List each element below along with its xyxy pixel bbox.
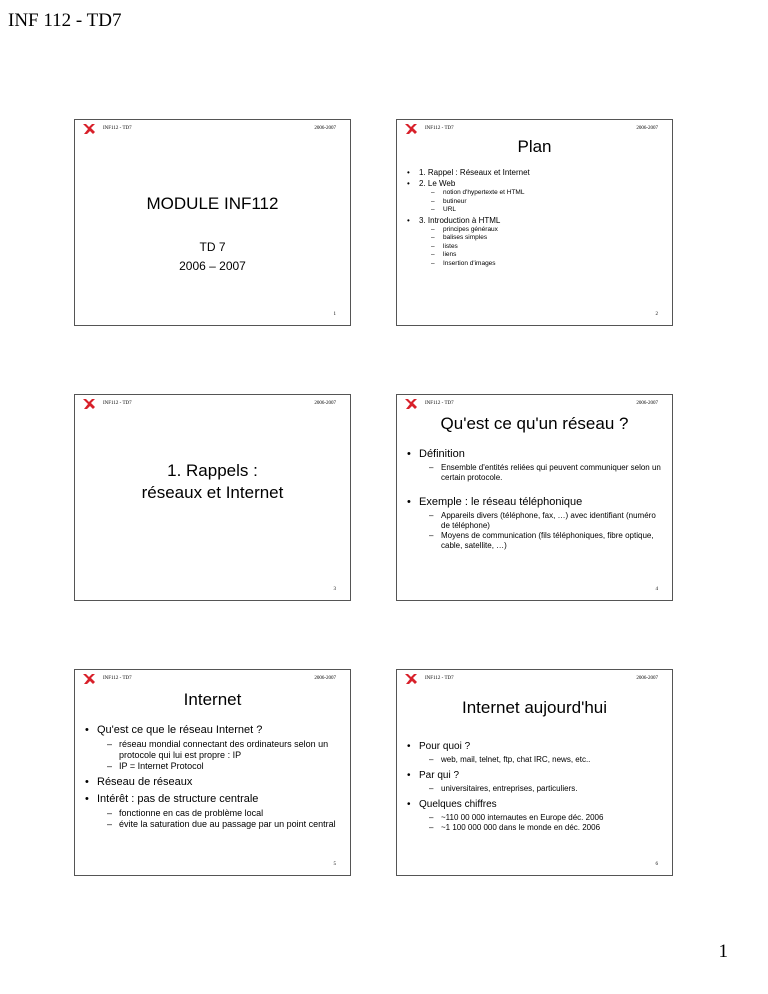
slide-header-right: 2006-2007 xyxy=(636,126,658,131)
slide-4 xyxy=(396,394,673,601)
bullet: • Par qui ? xyxy=(407,769,662,782)
slide-header-right: 2006-2007 xyxy=(314,676,336,681)
university-logo-icon xyxy=(403,397,419,411)
slide-header-left: INF112 - TD7 xyxy=(425,401,454,406)
university-logo-icon xyxy=(403,672,419,686)
sub-bullet: – principes généraux xyxy=(431,226,530,235)
bullet-list xyxy=(407,740,662,833)
slide-title: Internet aujourd'hui xyxy=(461,698,607,717)
sub-bullet: – Ensemble d'entités reliées qui peuvent communiquer selon un certain protocole. xyxy=(429,463,662,483)
sub-bullet: – listes xyxy=(431,243,530,252)
slide-header-right: 2006-2007 xyxy=(636,401,658,406)
document-header: INF 112 - TD7 xyxy=(8,10,122,31)
sub-bullet: – fonctionne en cas de problème local xyxy=(107,808,340,819)
bullet: • Pour quoi ? xyxy=(407,740,662,753)
slide-header-left: INF112 - TD7 xyxy=(103,676,132,681)
sub-bullet: – ~110 00 000 internautes en Europe déc. 2006 xyxy=(429,813,662,823)
sub-bullet: – réseau mondial connectant des ordinateurs selon un protocole qui lui est propre : IP xyxy=(107,739,340,761)
slide-number: 1 xyxy=(333,312,336,317)
bullet: • Définition xyxy=(407,447,662,461)
slide-title: Internet xyxy=(183,690,242,709)
bullet: • Exemple : le réseau téléphonique xyxy=(407,495,662,509)
bullet-list xyxy=(407,167,530,268)
sub-bullet: – ~1 100 000 000 dans le monde en déc. 2006 xyxy=(429,823,662,833)
bullet: • Intérêt : pas de structure centrale xyxy=(85,792,340,806)
slide-header-right: 2006-2007 xyxy=(636,676,658,681)
bullet: • 1. Rappel : Réseaux et Internet xyxy=(407,167,530,178)
slide-header-left: INF112 - TD7 xyxy=(103,126,132,131)
university-logo-icon xyxy=(403,122,419,136)
slide-number: 6 xyxy=(655,862,658,867)
slide-title: MODULE INF112 xyxy=(146,194,279,213)
slide-6 xyxy=(396,669,673,876)
slide-3 xyxy=(74,394,351,601)
bullet: • Qu'est ce que le réseau Internet ? xyxy=(85,723,340,737)
university-logo-icon xyxy=(81,672,97,686)
sub-bullet: – notion d'hypertexte et HTML xyxy=(431,189,530,198)
slide-subtitle: 2006 – 2007 xyxy=(179,259,246,273)
slide-header-left: INF112 - TD7 xyxy=(425,676,454,681)
slide-number: 5 xyxy=(333,862,336,867)
bullet: • 3. Introduction à HTML xyxy=(407,215,530,226)
university-logo-icon xyxy=(81,122,97,136)
sub-bullet: – liens xyxy=(431,251,530,260)
sub-bullet: – IP = Internet Protocol xyxy=(107,761,340,772)
slide-1 xyxy=(74,119,351,326)
slide-number: 4 xyxy=(655,587,658,592)
slide-number: 2 xyxy=(655,312,658,317)
slide-header-left: INF112 - TD7 xyxy=(103,401,132,406)
slide-header-right: 2006-2007 xyxy=(314,401,336,406)
sub-bullet: – balises simples xyxy=(431,234,530,243)
page-number: 1 xyxy=(718,941,728,962)
bullet: • Quelques chiffres xyxy=(407,798,662,811)
slide-5 xyxy=(74,669,351,876)
sub-bullet: – universitaires, entreprises, particuliers. xyxy=(429,784,662,794)
sub-bullet: – Moyens de communication (fils téléphoniques, fibre optique, cable, satellite, …) xyxy=(429,531,662,551)
bullet-list xyxy=(407,447,662,551)
bullet-list xyxy=(85,723,340,830)
slide-subtitle: TD 7 xyxy=(199,240,226,254)
slide-title: Qu'est ce qu'un réseau ? xyxy=(440,414,629,433)
sub-bullet: – évite la saturation due au passage par un point central xyxy=(107,819,340,830)
sub-bullet: – Insertion d'images xyxy=(431,260,530,269)
sub-bullet: – butineur xyxy=(431,198,530,207)
slide-title: Plan xyxy=(517,137,552,156)
slide-title: 1. Rappels : xyxy=(167,461,258,480)
slide-number: 3 xyxy=(333,587,336,592)
university-logo-icon xyxy=(81,397,97,411)
slide-header-left: INF112 - TD7 xyxy=(425,126,454,131)
bullet: • Réseau de réseaux xyxy=(85,775,340,789)
sub-bullet: – web, mail, telnet, ftp, chat IRC, news, etc.. xyxy=(429,755,662,765)
slide-2 xyxy=(396,119,673,326)
bullet: • 2. Le Web xyxy=(407,178,530,189)
sub-bullet: – URL xyxy=(431,206,530,215)
sub-bullet: – Appareils divers (téléphone, fax, …) avec identifiant (numéro de téléphone) xyxy=(429,511,662,531)
slide-header-right: 2006-2007 xyxy=(314,126,336,131)
slide-title: réseaux et Internet xyxy=(141,483,284,502)
